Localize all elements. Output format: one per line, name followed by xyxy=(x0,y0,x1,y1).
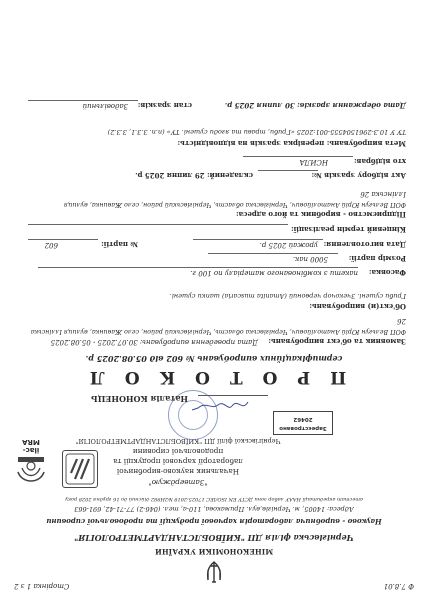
organization-name: Чернігівська філія ДП "КИЇВОБЛСТАНДАРТМЕТРОЛОГІЯ" xyxy=(74,533,354,543)
batch-size-value: 5000 пак. xyxy=(292,255,328,263)
ilac-mra-logo-icon xyxy=(14,438,48,488)
ilac-label: ilac-MRA xyxy=(22,438,40,454)
mfg-date-value: урожай 2025 р. xyxy=(259,241,318,249)
organization-address: Адреса: 14005, м. Чернігів,вул. Примакова, 110-а, тел. (046-2) 77-71-42, 691-663 xyxy=(74,505,354,513)
purpose-value: ТУ У 10.3-2961504555-001:2025 «Гриби, трави та ягоди сушені. ТУ» (п.п. 3.3.1, 3.3.2) xyxy=(107,128,406,136)
approval-line-4: Чернігівської філії ДП "КИЇВОБЛСТАНДАРТМЕТРОЛОГІЯ" xyxy=(75,437,281,445)
producer-label: Підприємство - виробник та його адреса: xyxy=(236,210,406,219)
approval-heading: "Затверджую" xyxy=(148,478,208,487)
accreditation-note: атестат акредитації НААУ лабор зони ДСТУ EN ISO/IEC 17025:2019 №2Н982 дійсний до 16 грудня 2028 року xyxy=(65,496,363,502)
producer-value-2: Іллінська 26 xyxy=(360,190,406,198)
purpose-label: Мета випробувань: перевірка зразків на відповідність: xyxy=(177,139,406,148)
mfg-date-label: Дата виготовлення: xyxy=(323,240,406,249)
object-label: Об'єкт(и) випробувань: xyxy=(309,302,406,311)
producer-value: ФОП Вельгун Юрій Анатолійович, Чернігівська область, Чернігівський район, село Жавинка, вулиця xyxy=(63,201,406,208)
laboratory-name: Науково - виробнича лабораторія харчової продукції та продовольчої сировини xyxy=(46,517,382,526)
signature-icon xyxy=(190,396,250,414)
sampler-label: хто відібрав: xyxy=(353,157,406,166)
batch-no-value: 602 xyxy=(44,241,58,249)
receipt-date: Дата одержання зразків: 30 липня 2025 р. xyxy=(224,101,406,110)
approval-line-3: продовольчої сировини xyxy=(132,447,224,456)
condition-label: стан зразків: xyxy=(137,101,192,110)
page-number: Сторінка 1 з 2 xyxy=(14,582,70,590)
packaging-underline xyxy=(38,267,358,268)
mfg-date-underline xyxy=(193,239,323,240)
test-dates: Дата проведення випробувань: 30.07.2025 - 05.08.2025 xyxy=(50,338,258,346)
sampler-value: НСИЛА xyxy=(299,158,328,166)
approval-line-1: Начальник науково-виробничої xyxy=(116,467,240,476)
customer-label: Замовник та об'єкт випробувань: xyxy=(268,337,406,346)
object-value: Гриби сушені. Зчекочор червоний (Amanita muscaria) шапки сушені. xyxy=(169,292,406,300)
customer-value: ФОП Вельгун Юрій Анатолійович, Чернігівська область, Чернігівський район, село Жавинка, вулиця Іллінська xyxy=(30,328,406,335)
form-code: Ф 7.8.01 xyxy=(383,582,414,590)
batch-no-underline xyxy=(28,239,98,240)
registration-stamp-title: Зареєстровано xyxy=(279,425,327,431)
shelf-life-underline xyxy=(28,224,288,225)
protocol-subtitle: сертифікаційних випробувань № 602 від 05.08.2025 р. xyxy=(85,354,343,364)
condition-value: Задовільний xyxy=(82,102,128,110)
approval-line-2: лабораторії харчової продукції та xyxy=(113,457,243,466)
sampler-underline xyxy=(243,156,353,157)
packaging-label: Фасовка: xyxy=(368,268,406,277)
customer-value-2: 26 xyxy=(397,317,406,325)
sample-act-date: складений: 29 липня 2025 р. xyxy=(135,171,253,180)
ministry-name: МІНЕКОНОМІКИ УКРАЇНИ xyxy=(154,547,274,556)
shelf-life-label: Кінцевий термін реалізації: xyxy=(290,225,406,234)
batch-size-underline xyxy=(208,253,338,254)
protocol-title: ПРОТОКОЛ xyxy=(69,367,347,387)
batch-size-label: Розмір партії: xyxy=(348,254,406,263)
registration-stamp xyxy=(273,411,333,435)
condition-underline xyxy=(28,100,138,101)
ukraine-emblem-icon xyxy=(199,558,229,584)
packaging-value: пакети з комбінованого матеріалу по 100 г. xyxy=(190,269,358,277)
sample-act-underline xyxy=(258,170,318,171)
sample-act-label: Акт відбору зразків №: xyxy=(311,171,406,180)
registration-stamp-number: 20462 xyxy=(293,416,313,422)
signature-line xyxy=(198,395,268,396)
approver-name: Наталія КОНОНЕЦЬ xyxy=(90,394,188,404)
batch-no-label: № партії: xyxy=(101,240,138,249)
